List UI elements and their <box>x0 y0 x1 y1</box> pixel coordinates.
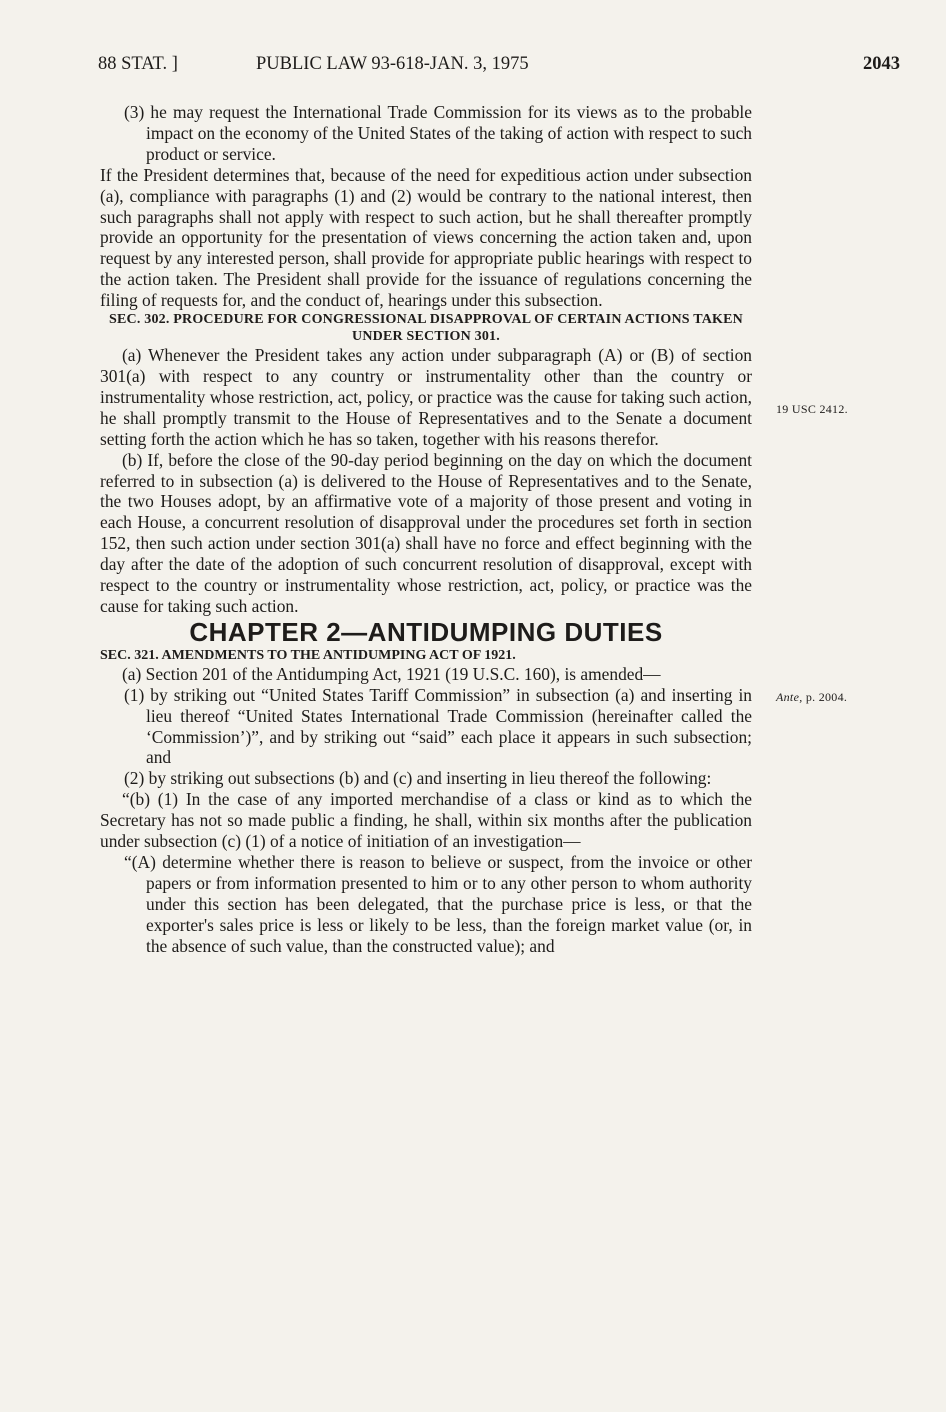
section-321-a: (a) Section 201 of the Antidumping Act, 1921 (19 U.S.C. 160), is amended— <box>122 663 661 684</box>
paragraph-301-tail: If the President determines that, because of the need for expeditious action under subsection (a), compliance with paragraphs (1) and (2) would be contrary to the national interest, then such paragraphs shall not apply with respect to such action, but he shall thereafter promptly provide an opportunity for the presentation of views concerning the action taken and, upon request by any interested person, shall provide for appropriate public hearings with respect to the action taken. The President shall provide for the issuance of regulations concerning the filing of requests for, and the conduct of, hearings under this subsection. <box>100 164 752 311</box>
section-321-heading: SEC. 321. AMENDMENTS TO THE ANTIDUMPING ACT OF 1921. <box>100 647 516 663</box>
quoted-subsection-b-1: “(b) (1) In the case of any imported merchandise of a class or kind as to which the Secretary has not so made public a finding, he shall, within six months after the publication under subsection (c) (1) of a notice of initiation of an investigation— <box>100 789 752 852</box>
running-header <box>98 54 900 78</box>
section-321-a-1: (1) by striking out “United States Tariff Commission” in subsection (a) and inserting in lieu thereof “United States International Trade Commission (hereinafter called the ‘Commission’)”, and by striking out “said” each place it appears in such subsection; and <box>124 684 752 768</box>
ante-label: Ante, <box>776 690 803 704</box>
statute-text <box>100 102 752 957</box>
quoted-subparagraph-A: “(A) determine whether there is reason to believe or suspect, from the invoice or other papers or from information presented to him or to any other person to whom authority under this section has been delegated, that the purchase price is less, or that the exporter's sales price is less or likely to be less, than the foreign market value (or, in the absence of such value, than the constructed value); and <box>124 852 752 956</box>
statute-volume: 88 STAT. ] <box>98 54 178 74</box>
section-302-heading: SEC. 302. PROCEDURE FOR CONGRESSIONAL DISAPPROVAL OF CERTAIN ACTIONS TAKEN UNDER SECTION 301. <box>109 312 743 345</box>
section-321-a-2: (2) by striking out subsections (b) and (c) and inserting in lieu thereof the following: <box>124 768 712 789</box>
page-number: 2043 <box>863 54 900 74</box>
paragraph-301-3: (3) he may request the International Trade Commission for its views as to the probable impact on the economy of the United States of the taking of action with respect to such product or service. <box>124 102 752 164</box>
section-302-a: (a) Whenever the President takes any action under subparagraph (A) or (B) of section 301(a) with respect to any country or instrumentality other than the country or instrumentality whose restriction, act, policy, or practice was the cause for taking such action, he shall promptly transmit to the House of Representatives and to the Senate a document setting forth the action which he has so taken, together with his reasons therefor. <box>100 345 752 449</box>
ante-page: p. 2004. <box>805 690 848 704</box>
bleed-through-note <box>770 96 890 108</box>
section-302-b: (b) If, before the close of the 90-day period beginning on the day on which the document referred to in subsection (a) is delivered to the House of Representatives and to the Senate, the two Houses adopt, by an affirmative vote of a majority of those present and voting in each House, a concurrent resolution of disapproval under the procedures set forth in section 152, then such action under section 301(a) shall have no force and effect beginning with the day after the date of the adoption of such concurrent resolution of disapproval, except with respect to the country or instrumentality whose restriction, act, policy, or practice was the cause for taking such action. <box>100 449 752 616</box>
law-title: PUBLIC LAW 93-618-JAN. 3, 1975 <box>256 54 529 74</box>
chapter-heading: CHAPTER 2—ANTIDUMPING DUTIES <box>189 616 663 647</box>
margin-note-usc: 19 USC 2412. <box>776 402 848 416</box>
margin-note-ante <box>776 690 847 705</box>
